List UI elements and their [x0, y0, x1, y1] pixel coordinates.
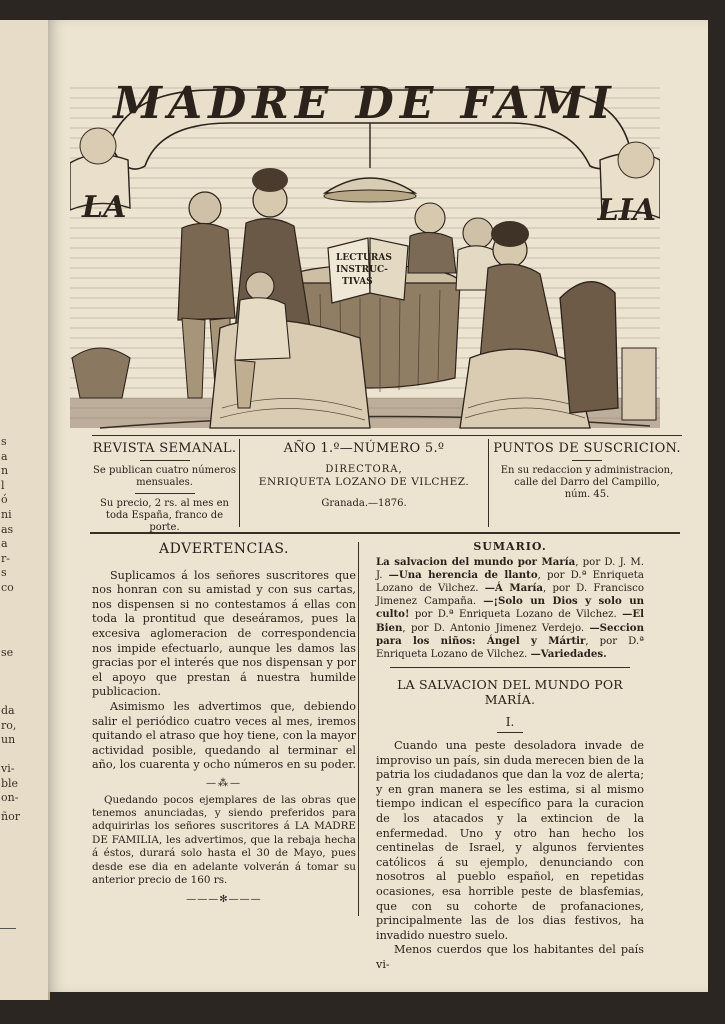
sumario-item-5-author: , por D. Antonio Jimenez Verdejo.	[402, 622, 585, 634]
sumario-item-7-title: —Variedades.	[530, 648, 607, 661]
info-divider-2	[488, 439, 489, 527]
issue-number: AÑO 1.º—NÚMERO 5.º	[283, 441, 445, 456]
sumario-item-3-title: —Á María	[484, 582, 544, 594]
masthead-title: MADRE DE FAMI	[113, 78, 617, 129]
rule	[135, 493, 195, 494]
fragment: l	[1, 478, 5, 492]
sumario-item-3-author: , por D. Francisco Jimenez Campaña.	[376, 583, 644, 608]
sumario-rule	[390, 667, 630, 668]
fragment: da	[1, 704, 15, 718]
sumario-item-2-title: —Una herencia de llanto	[388, 568, 538, 581]
info-divider-1	[239, 439, 240, 527]
article-paragraph-2: Menos cuerdos que los habitantes del país vi-	[376, 943, 644, 971]
fragment: co	[1, 580, 14, 594]
advertencias-paragraph-1: Suplicamos á los señores suscritores que nos honran con su amistad y con sus cartas, nos dispensen si no contestamos á ellas con toda la prontitud que deseáramos, pues la excesiva aglomeracion de correspondencia nos impide efectuarlo, aunque les damos las gracias por el interés que nos dispensan y por el apoyo que prestan á nuestra humilde publicacion.	[92, 568, 356, 699]
sumario-item-6-title: —Seccion para los niños: Ángel y Mártir	[376, 621, 644, 647]
sumario-item-5-title: —El Bien	[376, 608, 644, 634]
fragment: ñor	[1, 809, 20, 823]
article-section-number: I.	[505, 715, 515, 730]
info-number	[244, 441, 484, 510]
publication-info	[92, 435, 682, 535]
rule	[572, 460, 602, 461]
info-revista	[92, 441, 237, 534]
fragment: r-	[1, 551, 10, 565]
book-label-2: INSTRUC-	[336, 265, 388, 275]
fragment: un	[1, 733, 16, 747]
body-top-rule	[90, 532, 680, 534]
sumario-item-1-title: La salvacion del mundo por María	[376, 555, 576, 568]
revista-frequency: Se publican cuatro números mensuales.	[93, 465, 236, 488]
fragment: s	[1, 435, 7, 448]
masthead-lia: LIA	[597, 193, 656, 228]
fragment: n	[1, 464, 9, 478]
suscricion-address: En su redaccion y administracion, calle del Darro del Campillo, núm. 45.	[500, 465, 674, 500]
advertencias-paragraph-2: Asimismo les advertimos que, debiendo salir el periódico cuatro veces al mes, iremos quitando el atraso que hoy tiene, con la mayor actividad posible, quedando al terminar el año, los cuarenta y ocho números en su poder.	[92, 699, 357, 772]
right-column	[376, 540, 644, 973]
info-suscricion	[492, 441, 682, 501]
fragment: vi-	[1, 761, 15, 775]
sumario-item-2-author: , por D.ª Enriqueta Lozano de Vilchez.	[376, 569, 644, 594]
facing-page-text	[0, 435, 46, 824]
fragment: s	[1, 566, 7, 580]
fragment: on-	[1, 791, 19, 805]
fragment: a	[1, 537, 8, 551]
ornament-divider: —⁂—	[206, 777, 242, 789]
rule	[140, 460, 190, 461]
director-name: ENRIQUETA LOZANO DE VILCHEZ.	[258, 476, 470, 488]
place-date: Granada.—1876.	[321, 498, 407, 509]
fragment: ni	[1, 507, 12, 521]
advertencias-title: ADVERTENCIAS.	[159, 541, 289, 557]
revista-price: Su precio, 2 rs. al mes en toda España, franco de porte.	[100, 498, 229, 533]
newspaper-page	[48, 20, 708, 992]
sumario-item-4-author: por D.ª Enriqueta Lozano de Vilchez.	[409, 609, 617, 621]
sumario-item-4-title: —¡Solo un Dios y solo un culto!	[376, 595, 645, 621]
article-paragraph-1: Cuando una peste desoladora invade de improviso un país, sin duda merecen bien de la patria los ciudadanos que dan la voz de alerta; y en gran manera se les estima, si al mismo tiempo indican el específico para la curacion de los atacados y la extincion de la enfermedad. Uno y otro han hecho los centinelas de Israel, y algunos fervientes católicos á su ejemplo, denunciando con nosotros al pueblo español, en repetidas ocasiones, esa horrible peste de blasfemias, que con su cohorte de profanaciones, principalmente las de los dias festivos, ha invadido nuestro suelo.	[376, 739, 644, 942]
sumario-title: SUMARIO.	[473, 540, 547, 553]
advertencias-paragraph-3: Quedando pocos ejemplares de las obras que tenemos anunciadas, y siendo preferidos para adquirirlas los señores suscritores á LA MADRE DE FAMILIA, les advertimos, que la rebaja hecha á éstos, durará solo hasta el 30 de Mayo, pues desde ese dia en adelante volverán á tomar su anterior precio de 160 rs.	[92, 793, 356, 886]
column-divider	[358, 542, 359, 916]
sumario-item-1-author: , por D. J. M. J.	[376, 556, 644, 581]
ornament-end: ———✻———	[186, 894, 262, 906]
fragment: ó	[1, 493, 8, 507]
fragment: ble	[1, 776, 19, 790]
masthead-illustration	[70, 68, 660, 453]
article-title: LA SALVACION DEL MUNDO POR MARÍA.	[397, 677, 623, 707]
info-top-rule	[92, 435, 682, 436]
facing-page-rule	[0, 928, 16, 929]
fragment: se	[1, 645, 14, 659]
rule	[497, 732, 523, 733]
fragment: ro,	[1, 718, 17, 732]
advertencias-column	[92, 540, 356, 908]
revista-title: REVISTA SEMANAL.	[92, 441, 237, 456]
facing-page-edge	[0, 20, 50, 1000]
director-label: DIRECTORA,	[325, 464, 403, 475]
fragment: a	[1, 449, 8, 463]
suscricion-title: PUNTOS DE SUSCRICION.	[493, 441, 681, 456]
book-label-1: LECTURAS	[336, 253, 392, 263]
sumario-item-6-author: , por D.ª Enriqueta Lozano de Vilchez.	[376, 635, 644, 661]
fragment: as	[1, 522, 14, 536]
book-label-3: TIVAS	[342, 277, 373, 287]
sumario-text	[376, 556, 644, 662]
masthead-la: LA	[82, 190, 127, 225]
